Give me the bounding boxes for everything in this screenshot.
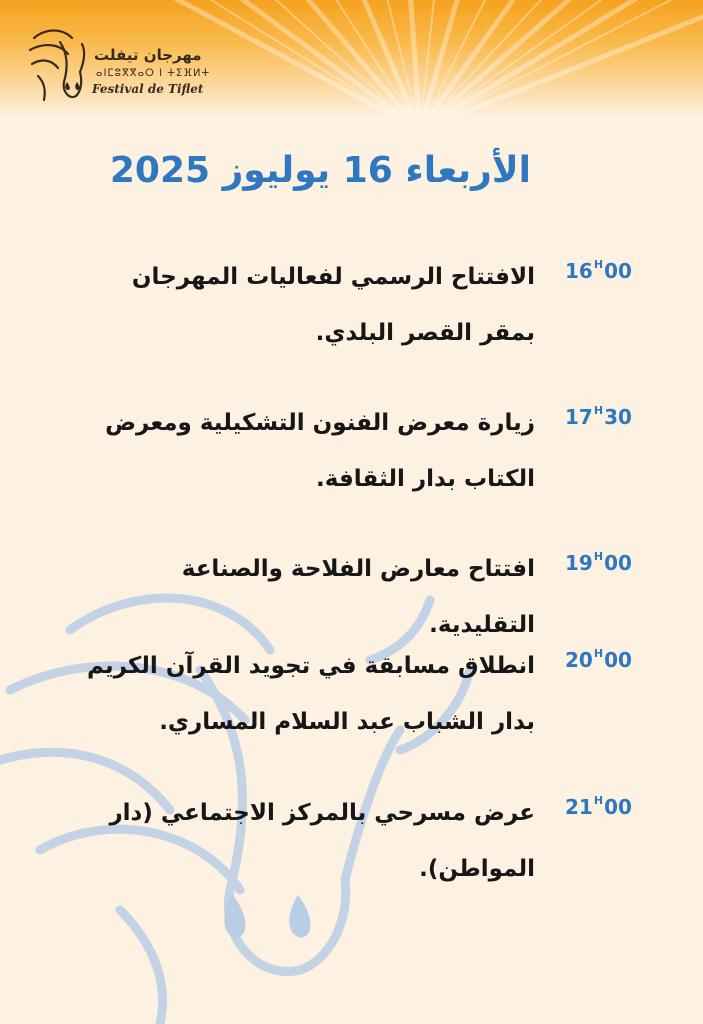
- event-time-separator: H: [593, 258, 604, 271]
- event-description: الافتتاح الرسمي لفعاليات المهرجان بمقر القصر البلدي.: [131, 264, 535, 346]
- event-hour: 16: [565, 259, 593, 283]
- event-time: [565, 551, 635, 575]
- event-minute: 00: [604, 795, 632, 819]
- event-hour: 19: [565, 551, 593, 575]
- event-time: [565, 648, 635, 672]
- event-description: زيارة معرض الفنون التشكيلية ومعرض الكتاب بدار الثقافة.: [105, 410, 535, 492]
- event-minute: 00: [604, 259, 632, 283]
- event-time-separator: H: [593, 404, 604, 417]
- logo-arabic-text: مهرجان تيفلت: [94, 46, 202, 64]
- event-minute: 30: [604, 405, 632, 429]
- logo-tifinagh-text: ⴰⵏⵎⵓⴳⴳⴰⵔ ⵏ ⵜⵉⴼⵍⵜ: [96, 68, 211, 79]
- event-time-separator: H: [593, 647, 604, 660]
- event-time: [565, 405, 635, 429]
- event-time: [565, 259, 635, 283]
- event-time: [565, 795, 635, 819]
- event-minute: 00: [604, 551, 632, 575]
- event-minute: 00: [604, 648, 632, 672]
- logo-latin-text: Festival de Tiflet: [92, 82, 204, 96]
- event-hour: 17: [565, 405, 593, 429]
- event-description: افتتاح معارض الفلاحة والصناعة التقليدية.: [181, 556, 535, 638]
- event-description: عرض مسرحي بالمركز الاجتماعي (دار المواطن).: [109, 800, 535, 882]
- horse-head-icon: [28, 24, 92, 106]
- event-hour: 21: [565, 795, 593, 819]
- event-time-separator: H: [593, 550, 604, 563]
- event-description: انطلاق مسابقة في تجويد القرآن الكريم بدار الشباب عبد السلام المساري.: [86, 653, 535, 735]
- event-hour: 20: [565, 648, 593, 672]
- event-time-separator: H: [593, 794, 604, 807]
- festival-logo: [28, 24, 211, 108]
- page-title: الأربعاء 16 يوليوز 2025: [109, 150, 531, 191]
